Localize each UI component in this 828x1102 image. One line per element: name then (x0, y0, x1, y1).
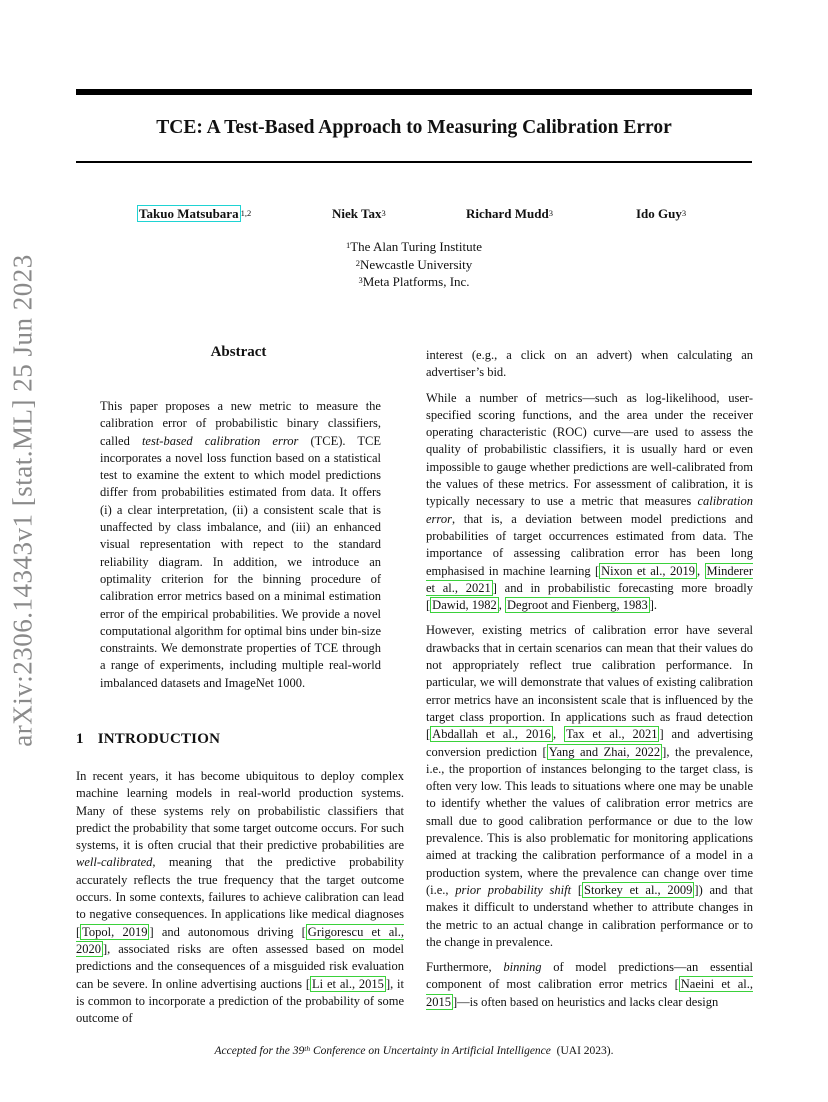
author-1 (137, 205, 251, 223)
author-4-sup: 3 (681, 208, 687, 218)
affiliation-1-sup: 1 (345, 240, 351, 250)
title-bottom-rule (76, 161, 752, 163)
affiliation-1-name: The Alan Turing Institute (350, 239, 483, 254)
conference-footer: Accepted for the 39th Conference on Uncertainty in Artificial Intelligence (UAI 2023). (214, 1044, 614, 1057)
citation-link[interactable]: Abdallah et al., 2016 (432, 727, 551, 742)
affiliation-3 (214, 273, 614, 291)
affiliation-3-name: Meta Platforms, Inc. (362, 274, 470, 289)
intro-paragraph: In recent years, it has become ubiquitous to deploy complex machine learning models in real-world production systems. Many of these systems rely on probabilistic classifiers that predict the probability that some target outcome occurs. For such systems, it is often crucial that their predictive probabilities are well-calibrated, meaning that the predictive probability accurately reflects the true frequency that the target outcome occurs. In some contexts, failures to achieve calibration can lead to negative consequences. In applications like medical diagnoses [ Topol, 2019 ] and autonomous driving [ Grigorescu et al., 2020 ], associated risks are often assessed based on model predictions and the consequences of a misguided risk evaluation can be severe. In online advertising auctions [ Li et al., 2015 ], it is common to incorporate a prediction of the probability of some outcome of (76, 769, 405, 1026)
author-2-sup: 3 (381, 208, 386, 218)
abstract-heading: Abstract (210, 344, 267, 360)
author-3 (466, 205, 553, 223)
citation-link[interactable]: Degroot and Fienberg, 1983 (507, 598, 648, 613)
section-number: 1 (76, 731, 84, 747)
author-3-name: Richard Mudd (466, 206, 549, 221)
affiliation-1 (214, 238, 614, 256)
right-paragraph-4: Furthermore, binning of model predictions—an essential component of most calibration error metrics [ Naeini et al., 2015 ]—is often based on heuristics and lacks clear design (426, 960, 753, 1009)
affiliation-2-name: Newcastle University (359, 256, 473, 272)
author-4 (636, 205, 686, 223)
citation-link[interactable]: Grigorescu et al., 2020 (76, 924, 404, 956)
right-column (426, 347, 753, 1019)
citation-link[interactable]: Minderer et al., 2021 (426, 563, 754, 595)
right-paragraph-2: While a number of metrics—such as log-likelihood, user-specified scoring functions, and the area under the receiver operating characteristic (ROC) curve—are used to assess the quality of probabilistic classifiers, it is usually hard or even impossible to gauge whether predictions are well-calibrated from the values of these metrics. For assessment of calibration, it is typically necessary to use a metric that measures calibration error, that is, a deviation between model predictions and probabilities of target occurrences estimated from data. The importance of assessing calibration error has been long emphasised in machine learning [ Nixon et al., 2019 , Minderer et al., 2021 ] and in probabilistic forecasting more broadly [ Dawid, 1982 , Degroot and Fienberg, 1983 ]. (426, 390, 754, 613)
citation-link[interactable]: Topol, 2019 (82, 924, 148, 939)
affiliation-2 (214, 256, 614, 274)
author-3-sup: 3 (548, 208, 553, 218)
citation-link[interactable]: Tax et al., 2021 (565, 727, 658, 742)
section-1-heading (76, 731, 220, 748)
affiliation-3-sup: 3 (358, 275, 363, 285)
citation-link[interactable]: Nixon et al., 2019 (601, 563, 695, 578)
right-paragraph-3: However, existing metrics of calibration error have several drawbacks that in certain scenarios can mean that their values do not appropriately reflect true calibration performance. In particular, we will demonstrate that values of existing calibration error metrics have an inconsistent scale that is influenced by the target class proportion. In applications such as fraud detection [ Abdallah et al., 2016 , Tax et al., 2021 ] and advertising conversion prediction [ Yang and Zhai, 2022 ], the prevalence, i.e., the proportion of instances belonging to the target class, is often very low. This leads to situations where one may be unable to identify whether the values of calibration error metrics are small due to good calibration performance or due to the low prevalence. This is also problematic for monitoring applications aimed at tracking the calibration performance of a model in a production system, where the prevalence can change over time (i.e., prior probability shift [ Storkey et al., 2009 ]) and that makes it difficult to understand whether to attribute changes in the metric to an actual change in calibration performance or to the change in prevalence. (426, 623, 754, 949)
paper-title: TCE: A Test-Based Approach to Measuring Calibration Error (156, 117, 672, 138)
right-paragraph-1: interest (e.g., a click on an advert) when calculating an advertiser’s bid. (426, 348, 753, 380)
title-top-rule (76, 89, 752, 95)
author-2 (332, 205, 386, 223)
author-4-name: Ido Guy (636, 206, 682, 221)
citation-link[interactable]: Storkey et al., 2009 (584, 882, 693, 897)
citation-link[interactable]: Naeini et al., 2015 (426, 977, 753, 1009)
author-1-name-link[interactable]: Takuo Matsubara (139, 206, 239, 221)
citation-link[interactable]: Dawid, 1982 (432, 598, 497, 613)
affiliation-2-sup: 2 (355, 257, 360, 268)
author-2-name: Niek Tax (332, 206, 382, 221)
citation-link[interactable]: Yang and Zhai, 2022 (548, 744, 661, 759)
arxiv-identifier-stamp (6, 253, 40, 747)
arxiv-id-text: arXiv:2306.14343v1 [stat.ML] 25 Jun 2023 (7, 253, 38, 747)
abstract-text: This paper proposes a new metric to measure the calibration error of probabilistic binary classifiers, called test-based calibration error (TCE). TCE incorporates a novel loss function based on a statistical test to examine the extent to which model predictions differ from probabilities estimated from data. It offers (i) a clear interpretation, (ii) a consistent scale that is unaffected by class imbalance, and (iii) an enhanced visual representation with repect to the standard reliability diagram. In addition, we introduce an optimality criterion for the binning procedure of calibration error metrics based on a minimal estimation error of the empirical probabilities. We provide a novel computational algorithm for optimal bins under bin-size constraints. We demonstrate properties of TCE through a range of experiments, including multiple real-world imbalanced datasets and ImageNet 1000. (100, 399, 381, 690)
author-1-sup: 1,2 (240, 208, 252, 218)
citation-link[interactable]: Li et al., 2015 (312, 976, 384, 991)
affiliations (214, 238, 614, 291)
section-title: INTRODUCTION (97, 731, 221, 747)
